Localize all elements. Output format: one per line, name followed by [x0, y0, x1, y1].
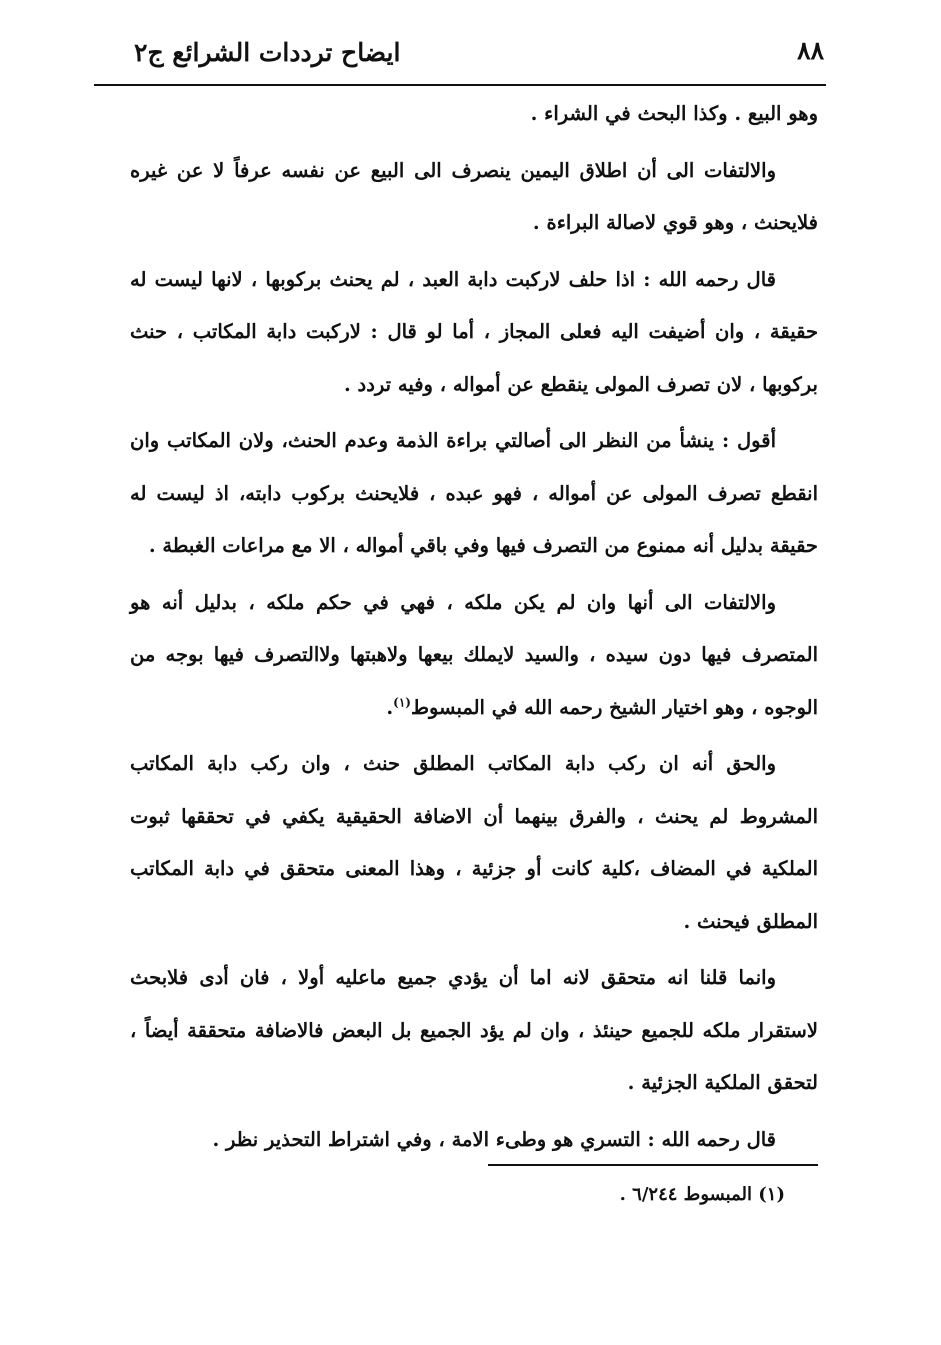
paragraph-2: والالتفات الى أن اطلاق اليمين ينصرف الى البيع عن نفسه عرفاً لا عن غيره فلايحنث ، وهو قوي لاصالة البراءة .	[130, 158, 818, 234]
paragraph-6: والحق أنه ان ركب دابة المكاتب المطلق حنث ، وان ركب دابة المكاتب المشروط لم يحنث ، والفرق بينهما أن الاضافة الحقيقية يكفي في تحققها ثبوت الملكية في المضاف ،كلية كانت أو جزئية ، وهذا المعنى متحقق في دابة المكاتب المطلق فيحنث .	[130, 752, 818, 933]
paragraph-3: قال رحمه الله : اذا حلف لاركبت دابة العبد ، لم يحنث بركوبها ، لانها ليست له حقيقة ، وان أضيفت اليه فعلى المجاز ، أما لو قال : لاركبت دابة المكاتب ، حنث بركوبها ، لان تصرف المولى ينقطع عن أمواله ، وفيه تردد .	[130, 267, 818, 396]
paragraph-7: وانما قلنا انه متحقق لانه اما أن يؤدي جميع ماعليه أولا ، فان أدى فلابحث لاستقرار ملكه للجميع حينئذ ، وان لم يؤد الجميع بل البعض فالاضافة متحققة أيضاً ، لتحقق الملكية الجزئية .	[130, 966, 818, 1094]
paragraph-4: أقول : ينشأ من النظر الى أصالتي براءة الذمة وعدم الحنث، ولان المكاتب وان انقطع تصرف المولى عن أمواله ، فهو عبده ، فلايحنث بركوب دابته، اذ ليست له حقيقة بدليل أنه ممنوع من التصرف فيها وفي باقي أمواله ، الا مع مراعات الغبطة .	[130, 429, 818, 557]
paragraph-5-end: .	[386, 695, 394, 719]
footnote-divider	[488, 1164, 818, 1166]
running-title: ايضاح ترددات الشرائع ج٢	[134, 38, 401, 67]
main-text	[130, 88, 818, 1170]
paragraph-5-text: والالتفات الى أنها وان لم يكن ملكه ، فهي في حكم ملكه ، بدليل أنه هو المتصرف فيها دون سيده ، والسيد لايملك بيعها ولاهبتها ولاالتصرف فيها بوجه من الوجوه ، وهو اختيار الشيخ رحمه الله في المبسوط	[130, 590, 818, 719]
header-divider	[94, 84, 826, 86]
footnote-reference[interactable]: (١)	[393, 695, 411, 709]
paragraph-8: قال رحمه الله : التسري هو وطىء الامة ، وفي اشتراط التحذير نظر .	[212, 1127, 776, 1151]
paragraph-5	[130, 577, 818, 735]
footnote: (١) المبسوط ٦/٢٤٤ .	[619, 1184, 785, 1205]
paragraph-1: وهو البيع . وكذا البحث في الشراء .	[530, 102, 818, 125]
page-header	[94, 28, 824, 78]
page-number: ٨٨	[797, 36, 824, 65]
